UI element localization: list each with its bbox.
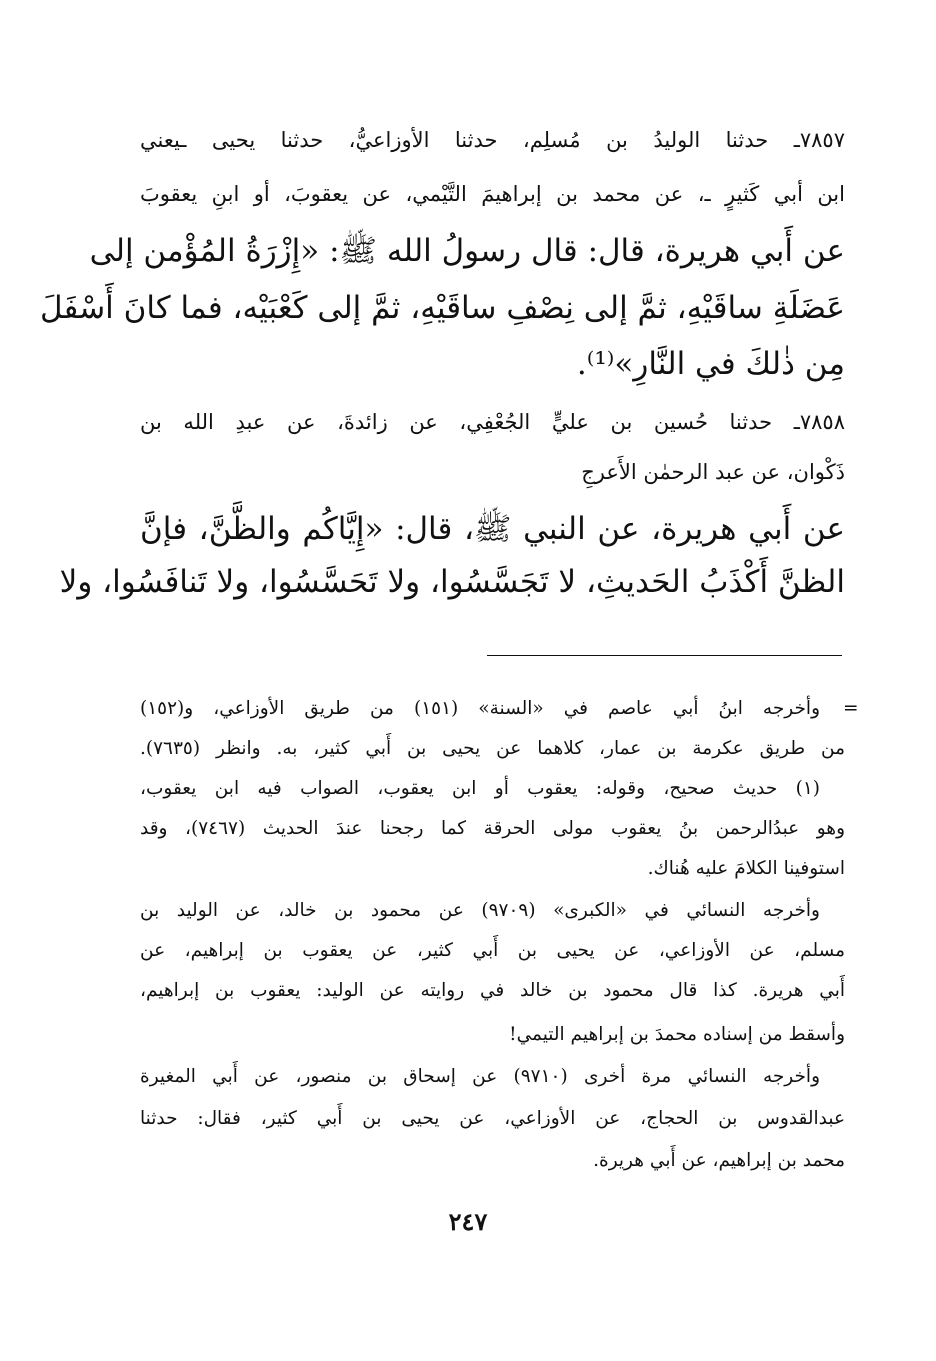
footnote-line: وأخرجه النسائي مرة أخرى (٩٧١٠) عن إسحاق بن منصور، عن أَبي المغيرة <box>140 1066 821 1087</box>
hadith-7858-chain-line-1: ٧٨٥٨ـ حدثنا حُسين بن عليٍّ الجُعْفِي، عن زائدةَ، عن عبدِ الله بن <box>140 410 845 434</box>
footnote-line: من طريق عكرمة بن عمار، كلاهما عن يحيى بن أَبي كثير، به. وانظر (٧٦٣٥). <box>140 738 845 759</box>
footnote-line: وأخرجه ابنُ أبي عاصم في «السنة» (١٥١) من طريق الأوزاعي، و(١٥٢) <box>140 698 821 719</box>
hadith-7858-chain-line-2: ذَكْوان، عن عبد الرحمٰن الأَعرجِ <box>581 460 845 484</box>
footnote-line: (١) حديث صحيح، وقوله: يعقوب أو ابن يعقوب، الصواب فيه ابن يعقوب، <box>140 778 820 799</box>
hadith-7857-chain-line-2: ابن أبي كَثيرٍ ـ، عن محمد بن إبراهيمَ التَّيْمي، عن يعقوبَ، أو ابنِ يعقوبَ <box>140 182 845 206</box>
hadith-7857-text-line-2: عَضَلَةِ ساقَيْهِ، ثمَّ إلى نِصْفِ ساقَيْهِ، ثمَّ إلى كَعْبَيْه، فما كانَ أَسْفَلَ <box>40 290 845 326</box>
footnote-line: وهو عبدُالرحمن بنُ يعقوب مولى الحرقة كما رجحنا عندَ الحديث (٧٤٦٧)، وقد <box>140 818 845 839</box>
footnote-line: وأسقط من إسناده محمدَ بن إبراهيم التيمي! <box>509 1024 845 1045</box>
hadith-7857-text-line-3: مِن ذٰلكَ في النَّارِ»⁽¹⁾. <box>576 346 845 382</box>
page-number: ٢٤٧ <box>448 1207 488 1236</box>
hadith-7857-chain-line-1: ٧٨٥٧ـ حدثنا الوليدُ بن مُسلِم، حدثنا الأوزاعيُّ، حدثنا يحيى ـيعني <box>140 128 845 152</box>
footnote-separator <box>487 655 842 656</box>
footnote-line: مسلم، عن الأوزاعي، عن يحيى بن أَبي كثير، عن يعقوب بن إبراهيم، عن <box>140 940 845 961</box>
hadith-7858-text-line-2: الظنَّ أَكْذَبُ الحَديثِ، لا تَجَسَّسُوا، ولا تَحَسَّسُوا، ولا تَنافَسُوا، ولا <box>59 564 845 600</box>
footnote-line: محمد بن إبراهيم، عن أَبي هريرة. <box>593 1150 845 1171</box>
hadith-7857-text-line-1: عن أَبي هريرة، قال: قال رسولُ الله ﷺ: «إِزْرَةُ المُؤْمن إلى <box>89 233 845 269</box>
footnote-line: أَبي هريرة. كذا قال محمود بن خالد في روايته عن الوليد: يعقوب بن إبراهيم، <box>140 980 845 1001</box>
footnote-line: عبدالقدوس بن الحجاج، عن الأوزاعي، عن يحيى بن أَبي كثير، فقال: حدثنا <box>140 1108 845 1129</box>
footnote-continuation-mark: = <box>843 698 859 719</box>
footnote-line: استوفينا الكلامَ عليه هُناك. <box>647 858 845 879</box>
footnote-line: وأخرجه النسائي في «الكبرى» (٩٧٠٩) عن محمود بن خالد، عن الوليد بن <box>140 900 820 921</box>
hadith-7858-text-line-1: عن أَبي هريرة، عن النبي ﷺ، قال: «إِيَّاكُم والظَّنَّ، فإنَّ <box>140 511 845 547</box>
